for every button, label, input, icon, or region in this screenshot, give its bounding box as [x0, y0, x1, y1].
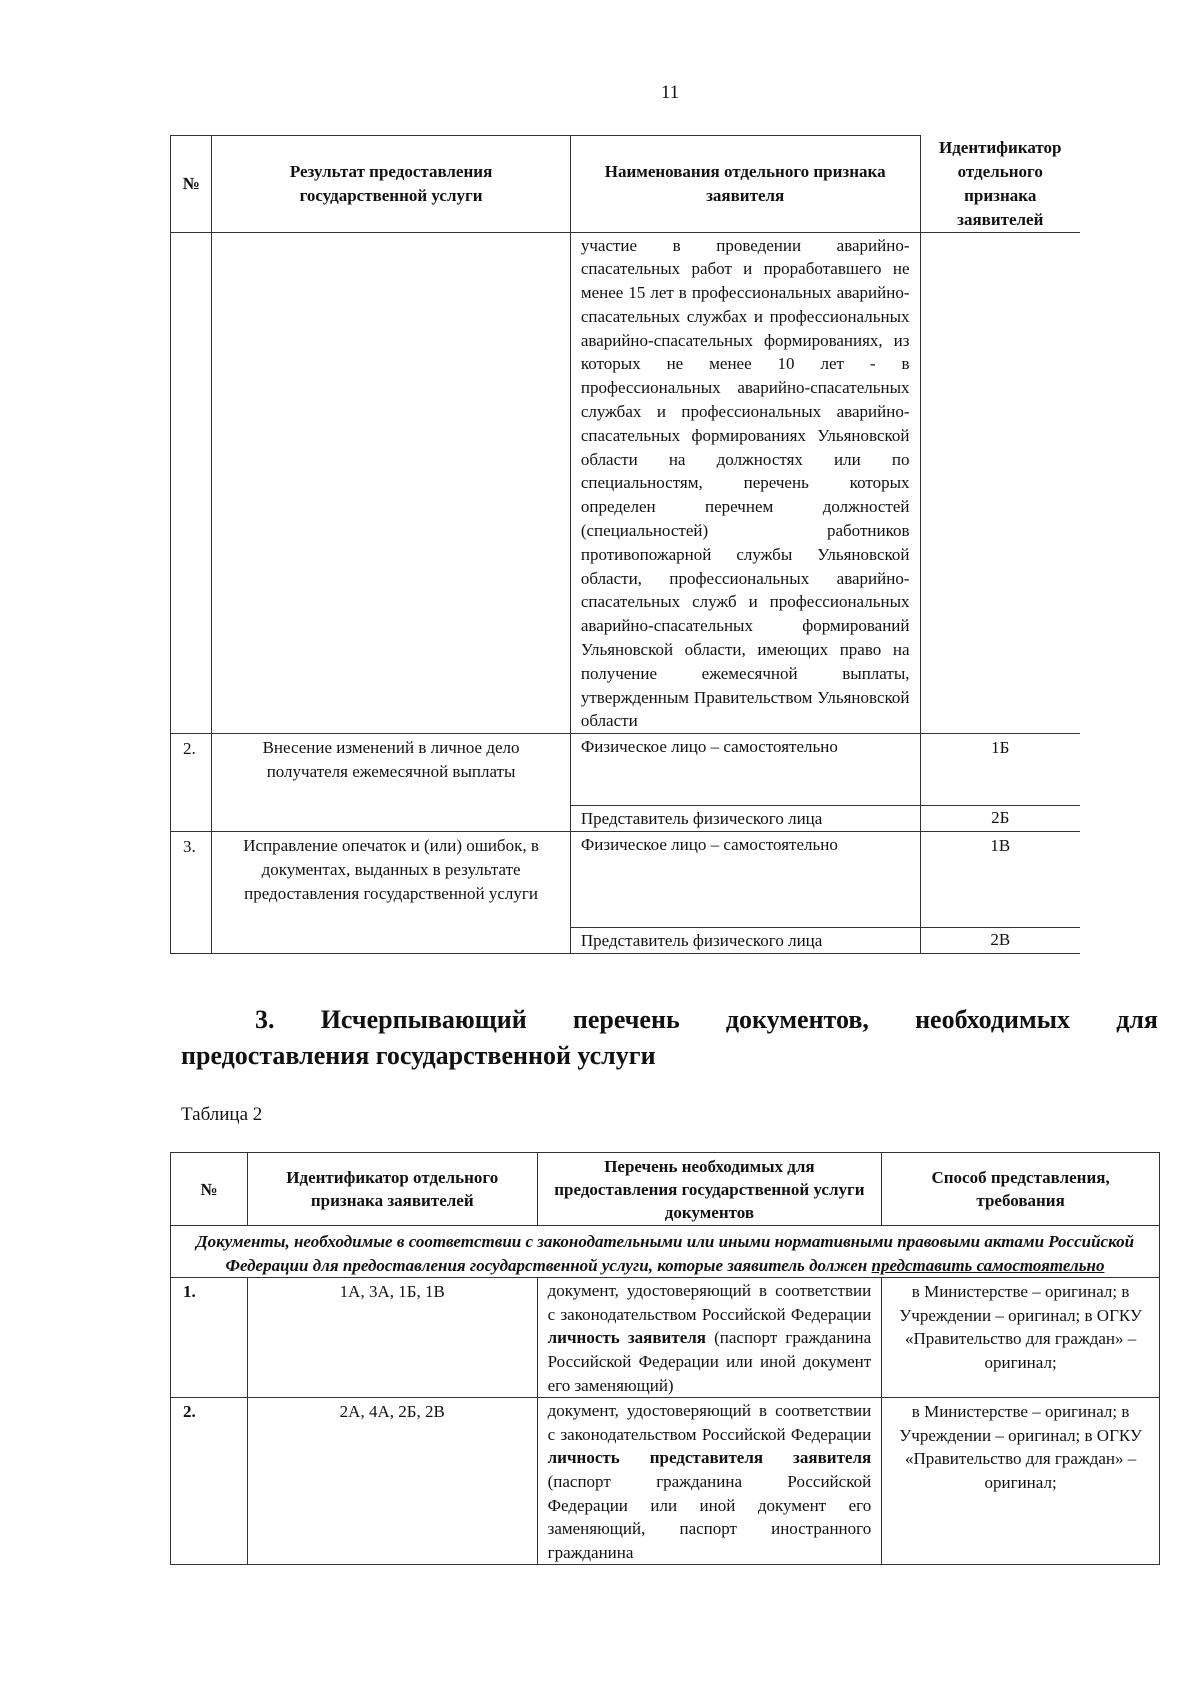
- header-num: №: [171, 1153, 248, 1226]
- header-feature-id: Идентификатор отдельного признака заявителей: [247, 1153, 537, 1226]
- row-method: в Министерстве – оригинал; в Учреждении – оригинал; в ОГКУ «Правительство для граждан» – оригинал;: [882, 1398, 1160, 1565]
- row-method: в Министерстве – оригинал; в Учреждении – оригинал; в ОГКУ «Правительство для граждан» – оригинал;: [882, 1278, 1160, 1398]
- group-heading-row: [171, 1226, 1160, 1278]
- section-word: документов,: [725, 1005, 869, 1034]
- table-row: [171, 832, 1081, 928]
- section-title-line2: предоставления государственной услуги: [181, 1041, 656, 1070]
- table-row: [171, 1398, 1160, 1565]
- section-word: перечень: [572, 1005, 680, 1034]
- section-word: для: [1116, 1005, 1158, 1034]
- header-method: Способ представления, требования: [882, 1153, 1160, 1226]
- header-feature-name: Наименования отдельного признака заявителя: [570, 136, 920, 233]
- row-document: документ, удостоверяющий в соответствии с законодательством Российской Федерации личность представителя заявителя (паспорт гражданина Российской Федерации или иной документ его заменяющий, паспорт иностранного гражданина: [537, 1398, 882, 1565]
- row-ids: 1А, 3А, 1Б, 1В: [247, 1278, 537, 1398]
- row-document: документ, удостоверяющий в соответствии с законодательством Российской Федерации личность заявителя (паспорт гражданина Российской Федерации или иной документ его заменяющий): [537, 1278, 882, 1398]
- table-row: [171, 1278, 1160, 1398]
- row-feature-id: 2Б: [920, 806, 1080, 832]
- row-feature-id: 1В: [920, 832, 1080, 928]
- applicant-features-table: [170, 135, 1080, 954]
- section-number: 3.: [255, 1005, 275, 1034]
- row-result: Внесение изменений в личное дело получателя ежемесячной выплаты: [212, 734, 571, 832]
- row-feature-name: Физическое лицо – самостоятельно: [570, 734, 920, 806]
- row-num: 2.: [171, 734, 212, 832]
- page-number: 11: [660, 82, 680, 103]
- row-feature-name: Представитель физического лица: [570, 928, 920, 954]
- row-num: 1.: [171, 1278, 248, 1398]
- section-word: необходимых: [915, 1005, 1070, 1034]
- documents-table: [170, 1152, 1160, 1565]
- continuation-cell: участие в проведении аварийно-спасательных работ и проработавшего не менее 15 лет в профессиональных аварийно-спасательных службах и профессиональных аварийно-спасательных формированиях, из которых не менее 10 лет - в профессиональных аварийно-спасательных службах и профессиональных аварийно-спасательных формированиях Ульяновской области на должностях или по специальностям, перечень которых определен перечнем должностей (специальностей) работников противопожарной службы Ульяновской области, профессиональных аварийно-спасательных служб и профессиональных аварийно-спасательных формирований Ульяновской области, имеющих право на получение ежемесячной выплаты, утвержденным Правительством Ульяновской области: [570, 232, 920, 734]
- table-row: [171, 734, 1081, 806]
- header-num: №: [171, 136, 212, 233]
- header-feature-id: Идентификатор отдельного признака заявителей: [920, 136, 1080, 233]
- row-feature-id: 1Б: [920, 734, 1080, 806]
- row-num: 2.: [171, 1398, 248, 1565]
- section-title: [181, 1002, 1158, 1074]
- row-feature-name: Представитель физического лица: [570, 806, 920, 832]
- row-feature-id: 2В: [920, 928, 1080, 954]
- table-header-row: [171, 1153, 1160, 1226]
- row-num: 3.: [171, 832, 212, 954]
- table-header-row: [171, 136, 1081, 233]
- row-result: Исправление опечаток и (или) ошибок, в документах, выданных в результате предоставления государственной услуги: [212, 832, 571, 954]
- section-word: Исчерпывающий: [320, 1005, 527, 1034]
- row-ids: 2А, 4А, 2Б, 2В: [247, 1398, 537, 1565]
- header-document-list: Перечень необходимых для предоставления государственной услуги документов: [537, 1153, 882, 1226]
- table-row: [171, 232, 1081, 734]
- group-heading: Документы, необходимые в соответствии с законодательными или иными нормативными правовыми актами Российской Федерации для предоставления государственной услуги, которые заявитель должен представить самостоятельно: [171, 1226, 1160, 1278]
- header-result: Результат предоставления государственной услуги: [212, 136, 571, 233]
- row-feature-name: Физическое лицо – самостоятельно: [570, 832, 920, 928]
- table-caption: Таблица 2: [181, 1104, 263, 1125]
